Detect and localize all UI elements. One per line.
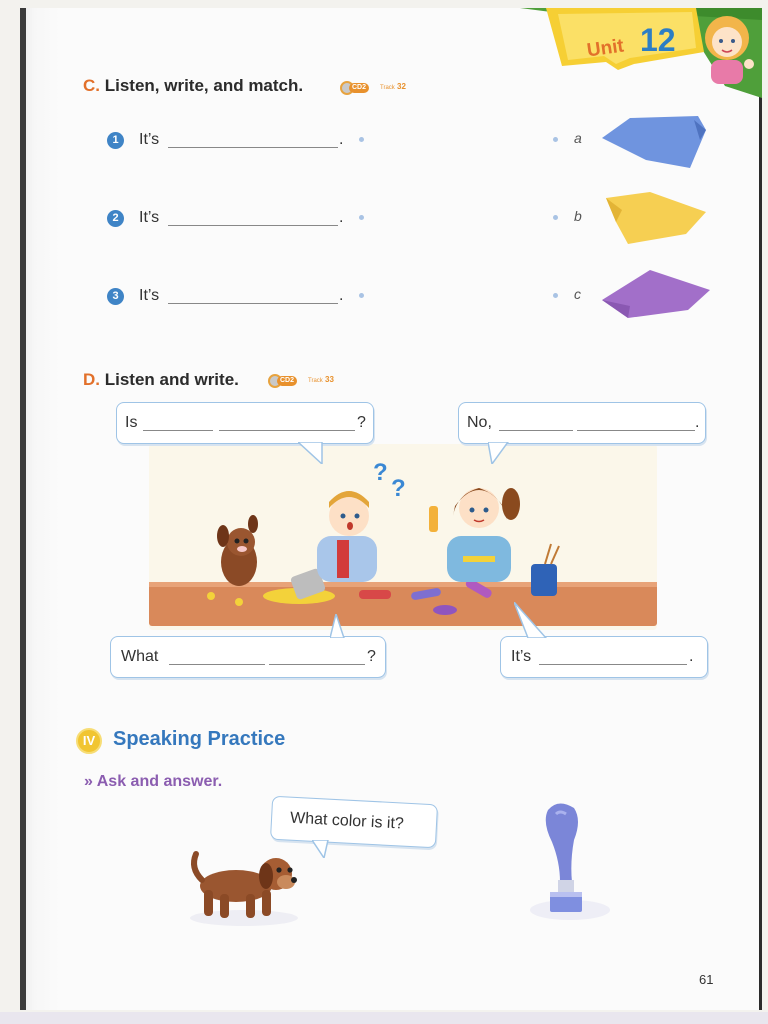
bubble-top-right-blank-2[interactable] [577, 430, 695, 431]
cd-track-label: Track 32 [380, 82, 406, 91]
brown-dog-icon [217, 515, 258, 586]
cd-label: CD2 [277, 376, 297, 386]
exercise-c-title [83, 76, 303, 96]
question-number-1: 1 [107, 132, 124, 149]
bubble-tail [312, 840, 330, 858]
bubble-bottom-right-blank[interactable] [539, 664, 687, 665]
page-number: 61 [699, 972, 714, 987]
yellow-paper-swatch[interactable] [602, 190, 708, 246]
cd-track-label: Track 33 [308, 375, 334, 384]
ask-and-answer-instruction: » Ask and answer. [84, 773, 223, 790]
option-c-letter: c [574, 286, 581, 302]
row-1-prefix: It’s [139, 131, 160, 148]
bubble-bottom-right-end: . [689, 648, 694, 665]
cd-label: CD2 [349, 83, 369, 93]
row-2-prefix: It’s [139, 209, 160, 226]
option-a-letter: a [574, 130, 582, 146]
bubble-top-right-start: No, [467, 414, 492, 431]
bubble-top-right-blank-1[interactable] [499, 430, 573, 431]
row-3-prefix: It’s [139, 287, 160, 304]
blue-paper-swatch[interactable] [602, 116, 708, 170]
bubble-top-left-blank-2[interactable] [219, 430, 355, 431]
unit-label: Unit [585, 35, 626, 62]
section-iv-badge: IV [76, 728, 102, 754]
unit-badge [546, 8, 704, 70]
option-b-match-dot[interactable] [553, 215, 558, 220]
bubble-bottom-right-start: It’s [511, 648, 532, 665]
speaking-question-text: What color is it? [289, 809, 405, 833]
option-c-match-dot[interactable] [553, 293, 558, 298]
bubble-top-right-end: . [695, 414, 700, 431]
bubble-top-left-end: ? [357, 414, 366, 431]
bubble-tail [488, 442, 510, 464]
speech-bubble-top-left [116, 402, 374, 444]
speaking-practice-title: Speaking Practice [113, 728, 286, 750]
unit-number: 12 [640, 22, 676, 58]
page-binding-edge [20, 8, 26, 1010]
speech-bubble-top-right [458, 402, 706, 444]
row-2-match-dot[interactable] [359, 215, 364, 220]
unit-girl-illustration [697, 10, 761, 86]
puppy-icon [180, 846, 310, 928]
purple-paper-swatch[interactable] [598, 268, 712, 320]
exercise-d-title [83, 370, 239, 390]
bubble-tail [330, 614, 346, 638]
bubble-bottom-left-blank-1[interactable] [169, 664, 265, 665]
confused-boy-icon [317, 491, 377, 582]
row-3-answer-blank[interactable] [168, 303, 338, 304]
row-3-match-dot[interactable] [359, 293, 364, 298]
speech-bubble-question [270, 796, 438, 849]
speech-bubble-bottom-left [110, 636, 386, 678]
question-number-3: 3 [107, 288, 124, 305]
bubble-tail [298, 442, 324, 464]
bottom-page-strip [0, 1012, 768, 1024]
bubble-bottom-left-blank-2[interactable] [269, 664, 365, 665]
row-2-period: . [339, 209, 344, 226]
question-number-2: 2 [107, 210, 124, 227]
bubble-tail [514, 602, 548, 638]
exercise-c-instruction: Listen, write, and match. [104, 76, 304, 95]
paint-spill-illustration [149, 444, 657, 630]
svg-text:?: ? [391, 475, 406, 502]
paint-tube-icon [530, 800, 610, 924]
row-3-period: . [339, 287, 344, 304]
speech-bubble-bottom-right [500, 636, 708, 678]
exercise-d-letter: D. [83, 370, 100, 389]
bubble-top-left-start: Is [125, 414, 138, 431]
exercise-c-letter: C. [83, 76, 100, 95]
row-1-answer-blank[interactable] [168, 147, 338, 148]
row-1-period: . [339, 131, 344, 148]
row-2-answer-blank[interactable] [168, 225, 338, 226]
girl-with-tube-icon [429, 488, 520, 582]
row-1-match-dot[interactable] [359, 137, 364, 142]
bubble-bottom-left-end: ? [367, 648, 376, 665]
bubble-bottom-left-start: What [121, 648, 159, 665]
svg-text:?: ? [373, 459, 388, 486]
bubble-top-left-blank-1[interactable] [143, 430, 213, 431]
option-a-match-dot[interactable] [553, 137, 558, 142]
option-b-letter: b [574, 208, 582, 224]
exercise-d-instruction: Listen and write. [104, 370, 239, 389]
